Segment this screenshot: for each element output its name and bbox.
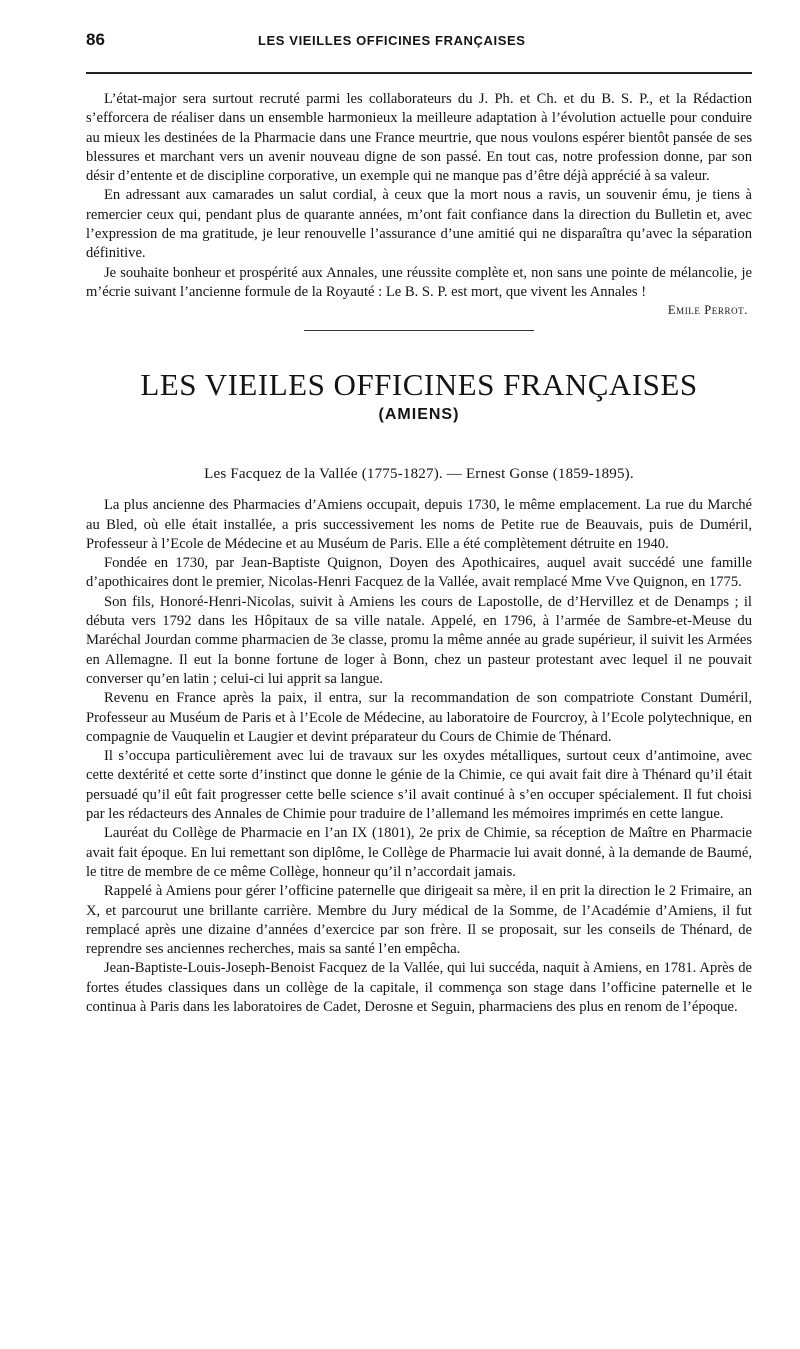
intro-paragraph: L’état-major sera surtout recruté parmi les collaborateurs du J. Ph. et Ch. et du B. S. P., et la Rédaction s’efforcera de réaliser dans un ensemble harmonieux la meilleure adaptation à l’évolution actuelle pour conduire au mieux les destinées de la Pharmacie dans une France meurtrie, que nous voulons espérer bientôt pansée de ses blessures et marchant vers un avenir nouveau digne de son passé. En tout cas, notre profession donne, par son désir d’entente et de discipline corporative, un exemple qui ne manque pas d’être déjà apprécié à sa valeur. bbox=[86, 91, 752, 185]
running-title: LES VIEILLES OFFICINES FRANÇAISES bbox=[258, 33, 526, 48]
article-paragraph: Il s’occupa particulièrement avec lui de travaux sur les oxydes métalliques, surtout ceux d’antimoine, avec cette dextérité et cette sorte d’instinct que donne le génie de la Chimie, ce qui avait fait dire à Thénard qu’il était persuadé qu’il eût fait progresser cette belle science s’il avait continué à s’en occuper spécialement. Il fut choisi par les rédacteurs des Annales de Chimie pour traduire de l’allemand les mémoires imprimés en cette langue. bbox=[86, 748, 752, 823]
article-paragraph: Lauréat du Collège de Pharmacie en l’an IX (1801), 2e prix de Chimie, sa réception de Maître en Pharmacie avait fait époque. En lui remettant son diplôme, le Collège de Pharmacie lui avait donné, à la demande de Baumé, le titre de membre de ce même Collège, honneur qu’il n’accordait jamais. bbox=[86, 825, 752, 880]
header-rule bbox=[86, 72, 752, 74]
section-separator bbox=[304, 330, 534, 331]
article-title: LES VIEILES OFFICINES FRANÇAISES bbox=[140, 367, 698, 403]
intro-section bbox=[86, 90, 752, 318]
article-paragraph: Revenu en France après la paix, il entra, sur la recommandation de son compatriote Constant Duméril, Professeur au Muséum de Paris et à l’Ecole de Médecine, au laboratoire de Fourcroy, à l’Ecole polytechnique, en compagnie de Vauquelin et Laugier et devint préparateur du Cours de Chimie de Thénard. bbox=[86, 690, 752, 745]
author-signature: Emile Perrot. bbox=[667, 303, 748, 318]
article-paragraph: Rappelé à Amiens pour gérer l’officine paternelle que dirigeait sa mère, il en prit la direction le 2 Frimaire, an X, et parcourut une brillante carrière. Membre du Jury médical de la Somme, de l’Académie d’Amiens, il fut remplacé après une dizaine d’années d’exercice par son frère. Il se proposait, sur les conseils de Thénard, de reprendre ses anciennes recherches, mais sa santé l’en empêcha. bbox=[86, 883, 752, 958]
intro-paragraph: En adressant aux camarades un salut cordial, à ceux que la mort nous a ravis, un souvenir ému, je tiens à remercier ceux qui, pendant plus de quarante années, m’ont fait confiance dans la direction du Bulletin et, avec l’expression de ma gratitude, je leur renouvelle l’assurance d’une amitié qui ne disparaîtra qu’avec la séparation définitive. bbox=[86, 187, 752, 262]
article-paragraph: Son fils, Honoré-Henri-Nicolas, suivit à Amiens les cours de Lapostolle, de d’Hervillez et de Denamps ; il débuta vers 1792 dans les Hôpitaux de sa ville natale. Appelé, en 1796, à l’armée de Sambre-et-Meuse du Maréchal Jourdan comme pharmacien de 3e classe, promu la même année au grade supérieur, il suivit les Armées en Allemagne. Il eut la bonne fortune de loger à Bonn, chez un pasteur protestant avec lequel il ne pouvait converser qu’en latin ; celui-ci lui apprit sa langue. bbox=[86, 593, 752, 687]
article-byline: Les Facquez de la Vallée (1775-1827). — Ernest Gonse (1859-1895). bbox=[204, 466, 634, 483]
article-paragraph: La plus ancienne des Pharmacies d’Amiens occupait, depuis 1730, le même emplacement. La rue du Marché au Bled, où elle était installée, a pris successivement les noms de Petite rue de Beauvais, puis de Duméril, Professeur à l’Ecole de Médecine et au Muséum de Paris. Elle a été complètement détruite en 1940. bbox=[86, 497, 752, 552]
journal-page bbox=[86, 30, 752, 1017]
page-number: 86 bbox=[86, 30, 105, 49]
article-subtitle: (AMIENS) bbox=[378, 406, 460, 424]
intro-paragraph: Je souhaite bonheur et prospérité aux Annales, une réussite complète et, non sans une pointe de mélancolie, je m’écrie suivant l’ancienne formule de la Royauté : Le B. S. P. est mort, que vivent les Annales ! bbox=[86, 264, 752, 300]
article-body bbox=[86, 496, 752, 1017]
running-head bbox=[86, 30, 752, 60]
article-paragraph: Jean-Baptiste-Louis-Joseph-Benoist Facquez de la Vallée, qui lui succéda, naquit à Amiens, en 1781. Après de fortes études classiques dans un collège de la capitale, il commença son stage dans l’officine paternelle et le continua à Paris dans les laboratoires de Cadet, Derosne et Seguin, pharmaciens des plus en renom de l’époque. bbox=[86, 960, 752, 1015]
article-paragraph: Fondée en 1730, par Jean-Baptiste Quignon, Doyen des Apothicaires, auquel avait succédé une famille d’apothicaires dont le premier, Nicolas-Henri Facquez de la Vallée, avait remplacé Mme Vve Quignon, en 1775. bbox=[86, 555, 752, 591]
